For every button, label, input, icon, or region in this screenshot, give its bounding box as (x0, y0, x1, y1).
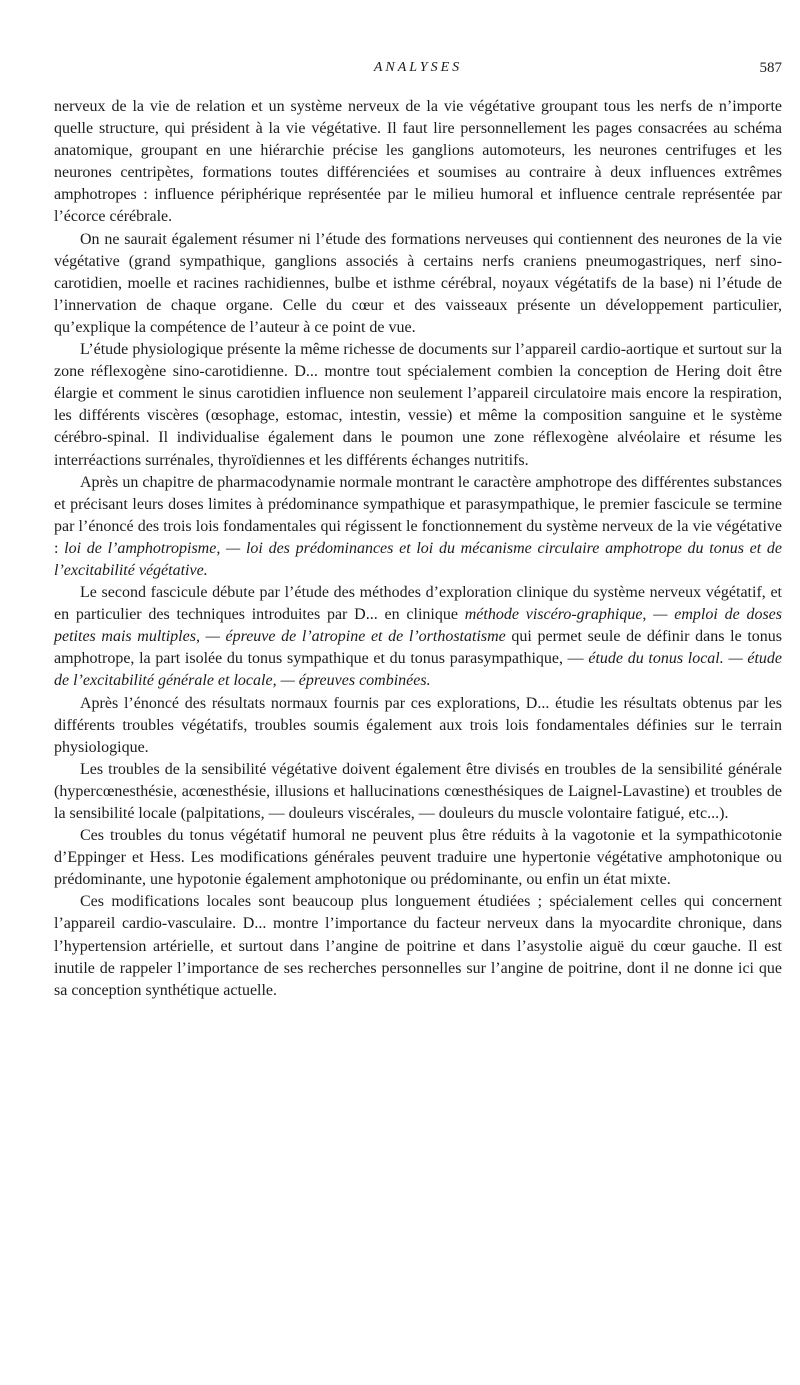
body-text (54, 96, 782, 1002)
paragraph (54, 759, 782, 825)
running-title: ANALYSES (373, 60, 463, 75)
text-run: nerveux de la vie de relation et un système nerveux de la vie végétative groupant tous les nerfs de n’importe quelle structure, qui président à la vie végétative. Il faut lire personnellement les pages consacrées au schéma anatomique, groupant en une hiérarchie précise les ganglions automoteurs, les neurones centrifuges et les neurones centripètes, formations toutes différenciées et soumises au contraire à deux influences extrêmes amphotropes : influence périphérique représentée par le milieu humoral et influence centrale représentée par l’écorce cérébrale. (54, 98, 782, 226)
text-run: On ne saurait également résumer ni l’étude des formations nerveuses qui contiennent des neurones de la vie végétative (grand sympathique, ganglions associés à certains nerfs craniens pneumogastriques, nerf sino-carotidien, moelle et racines rachidiennes, bulbe et isthme cérébral, noyaux végétatifs de la base) ni l’étude de l’innervation de chaque organe. Celle du cœur et des vaisseaux présente un développement particulier, qu’explique la compétence de l’auteur à ce point de vue. (54, 230, 782, 336)
paragraph (54, 693, 782, 759)
italic-text-run: loi de l’amphotropisme, — loi des prédominances et loi du mécanisme circulaire amphotrope du tonus et de l’excitabilité végétative. (54, 539, 782, 579)
text-run: qui permet seule de définir dans le tonus amphotrope, la part isolée du tonus sympathique et du tonus parasympathique, — (54, 628, 782, 668)
italic-text-run: méthode viscéro-graphique, — emploi de doses petites mais multiples, — épreuve de l’atropine et de l’orthostatisme (54, 606, 783, 646)
text-run: Le second fascicule débute par l’étude des méthodes d’exploration clinique du système nerveux végétatif, et en particulier des techniques introduites par D... en clinique (54, 584, 782, 624)
text-run: Ces modifications locales sont beaucoup plus longuement étudiées ; spécialement celles qui concernent l’appareil cardio-vasculaire. D... montre l’importance du facteur nerveux dans la myocardite chronique, dans l’hypertension artérielle, et surtout dans l’angine de poitrine et dans l’asystolie aiguë du cœur gauche. Il est inutile de rappeler l’importance de ses recherches personnelles sur l’angine de poitrine, dont il ne donne ici que sa conception synthétique actuelle. (54, 893, 782, 999)
paragraph (54, 339, 782, 472)
text-run: Après un chapitre de pharmacodynamie normale montrant le caractère amphotrope des différentes substances et précisant leurs doses limites à prédominance sympathique et parasympathique, le premier fascicule se termine par l’énoncé des trois lois fondamentales qui régissent le fonctionnement du système nerveux de la vie végétative : (54, 473, 782, 557)
running-header (54, 60, 782, 84)
document-page (54, 60, 782, 1002)
paragraph (54, 96, 782, 229)
paragraph (54, 891, 782, 1001)
paragraph (54, 825, 782, 891)
paragraph (54, 229, 782, 339)
page-number: 587 (759, 60, 782, 76)
text-run: L’étude physiologique présente la même richesse de documents sur l’appareil cardio-aortique et surtout sur la zone réflexogène sino-carotidienne. D... montre tout spécialement combien la conception de Hering doit être élargie et comment le sinus carotidien influence non seulement l’appareil circulatoire mais encore la respiration, les différents viscères (œsophage, estomac, intestin, vessie) et même la composition sanguine et le système cérébro-spinal. Il individualise également dans le poumon une zone réflexogène alvéolaire et résume les interréactions surrénales, thyroïdiennes et les différents échanges nutritifs. (54, 341, 782, 469)
text-run: Après l’énoncé des résultats normaux fournis par ces explorations, D... étudie les résultats obtenus par les différents troubles végétatifs, troubles soumis également aux trois lois fondamentales définies sur le terrain physiologique. (54, 694, 782, 756)
paragraph (54, 582, 782, 692)
paragraph (54, 472, 782, 582)
text-run: Ces troubles du tonus végétatif humoral ne peuvent plus être réduits à la vagotonie et la sympathicotonie d’Eppinger et Hess. Les modifications générales peuvent traduire une hypertonie végétative amphotonique ou prédominante, une hypotonie également amphotonique ou prédominante, ou enfin un état mixte. (54, 827, 782, 889)
italic-text-run: étude du tonus local. — étude de l’excitabilité générale et locale, — épreuves combinées. (54, 650, 782, 690)
text-run: Les troubles de la sensibilité végétative doivent également être divisés en troubles de la sensibilité générale (hypercœnesthésie, acœnesthésie, illusions et hallucinations cœnesthésiques de Laignel-Lavastine) et troubles de la sensibilité locale (palpitations, — douleurs viscérales, — douleurs du muscle volontaire fatigué, etc...). (54, 760, 782, 822)
